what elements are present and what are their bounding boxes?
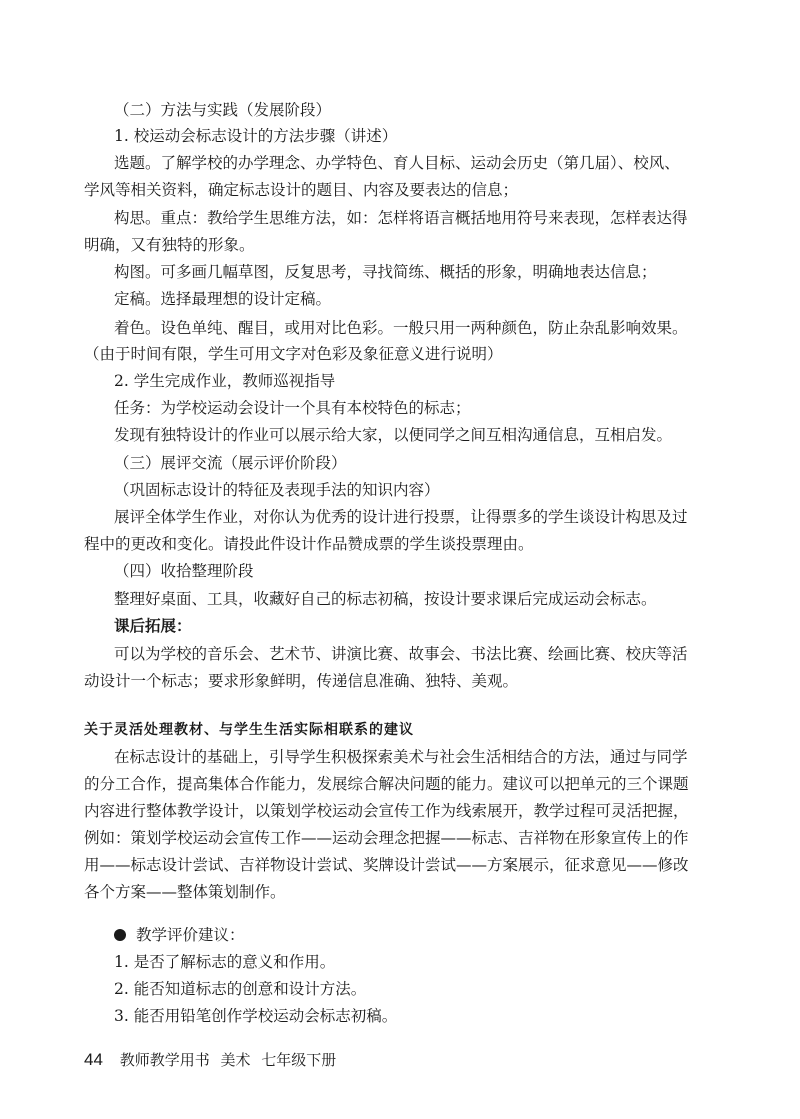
zhuose-line-2: （由于时间有限，学生可用文字对色彩及象征意义进行说明）	[84, 345, 503, 363]
share-line: 发现有独特设计的作业可以展示给大家，以便同学之间互相沟通信息，互相启发。	[114, 426, 673, 444]
footer-subject: 美术	[220, 1051, 251, 1069]
xuanti-line-2: 学风等相关资料，确定标志设计的题目、内容及要表达的信息；	[84, 181, 519, 199]
section4-heading: （四）收拾整理阶段	[114, 562, 254, 580]
gousi-line-2: 明确，又有独特的形象。	[84, 236, 255, 254]
section3-line-1: 展评全体学生作业，对你认为优秀的设计进行投票，让得票多的学生谈设计构思及过	[114, 508, 688, 526]
footer-grade: 七年级下册	[261, 1051, 337, 1069]
section3-sub: （巩固标志设计的特征及表现手法的知识内容）	[114, 481, 440, 499]
suggestion-line-3: 内容进行整体教学设计，以策划学校运动会宣传工作为线索展开，教学过程可灵活把握，	[84, 802, 689, 820]
gousi-line-1: 构思。重点：教给学生思维方法，如：怎样将语言概括地用符号来表现，怎样表达得	[114, 209, 688, 227]
extension-line-2: 动设计一个标志；要求形象鲜明，传递信息准确、独特、美观。	[84, 672, 519, 690]
zhuose-line-1: 着色。设色单纯、醒目，或用对比色彩。一般只用一两种颜色，防止杂乱影响效果。	[114, 319, 688, 337]
evaluation-heading: 教学评价建议：	[136, 926, 245, 944]
suggestion-heading: 关于灵活处理教材、与学生生活实际相联系的建议	[84, 722, 414, 738]
item1-title: 1. 校运动会标志设计的方法步骤（讲述）	[114, 127, 398, 145]
suggestion-line-6: 各个方案——整体策划制作。	[84, 883, 286, 901]
suggestion-line-2: 的分工合作，提高集体合作能力，发展综合解决问题的能力。建议可以把单元的三个课题	[84, 775, 689, 793]
extension-line-1: 可以为学校的音乐会、艺术节、讲演比赛、故事会、书法比赛、绘画比赛、校庆等活	[114, 645, 688, 663]
bullet-icon	[114, 929, 126, 941]
section4-line: 整理好桌面、工具，收藏好自己的标志初稿，按设计要求课后完成运动会标志。	[114, 590, 657, 608]
task-line: 任务：为学校运动会设计一个具有本校特色的标志；	[114, 399, 471, 417]
evaluation-item-1: 1. 是否了解标志的意义和作用。	[114, 953, 336, 971]
extension-heading: 课后拓展：	[114, 616, 192, 635]
suggestion-line-4: 例如：策划学校运动会宣传工作——运动会理念把握——标志、吉祥物在形象宣传上的作	[84, 829, 689, 847]
page-number: 44	[84, 1050, 103, 1069]
item2-title: 2. 学生完成作业，教师巡视指导	[114, 372, 336, 390]
suggestion-line-5: 用——标志设计尝试、吉祥物设计尝试、奖牌设计尝试——方案展示，征求意见——修改	[84, 856, 689, 874]
dinggao-line: 定稿。选择最理想的设计定稿。	[114, 290, 332, 308]
section3-heading: （三）展评交流（展示评价阶段）	[114, 454, 347, 472]
suggestion-line-1: 在标志设计的基础上，引导学生积极探索美术与社会生活相结合的方法，通过与同学	[114, 748, 688, 766]
page-footer	[84, 1050, 336, 1070]
evaluation-item-3: 3. 能否用铅笔创作学校运动会标志初稿。	[114, 1007, 398, 1025]
xuanti-line-1: 选题。了解学校的办学理念、办学特色、育人目标、运动会历史（第几届）、校风、	[114, 154, 680, 172]
evaluation-item-2: 2. 能否知道标志的创意和设计方法。	[114, 980, 367, 998]
goutu-line: 构图。可多画几幅草图，反复思考，寻找简练、概括的形象，明确地表达信息；	[114, 263, 657, 281]
footer-book: 教师教学用书	[119, 1051, 210, 1069]
section3-line-2: 程中的更改和变化。请投此件设计作品赞成票的学生谈投票理由。	[84, 535, 534, 553]
section2-heading: （二）方法与实践（发展阶段）	[114, 101, 332, 119]
